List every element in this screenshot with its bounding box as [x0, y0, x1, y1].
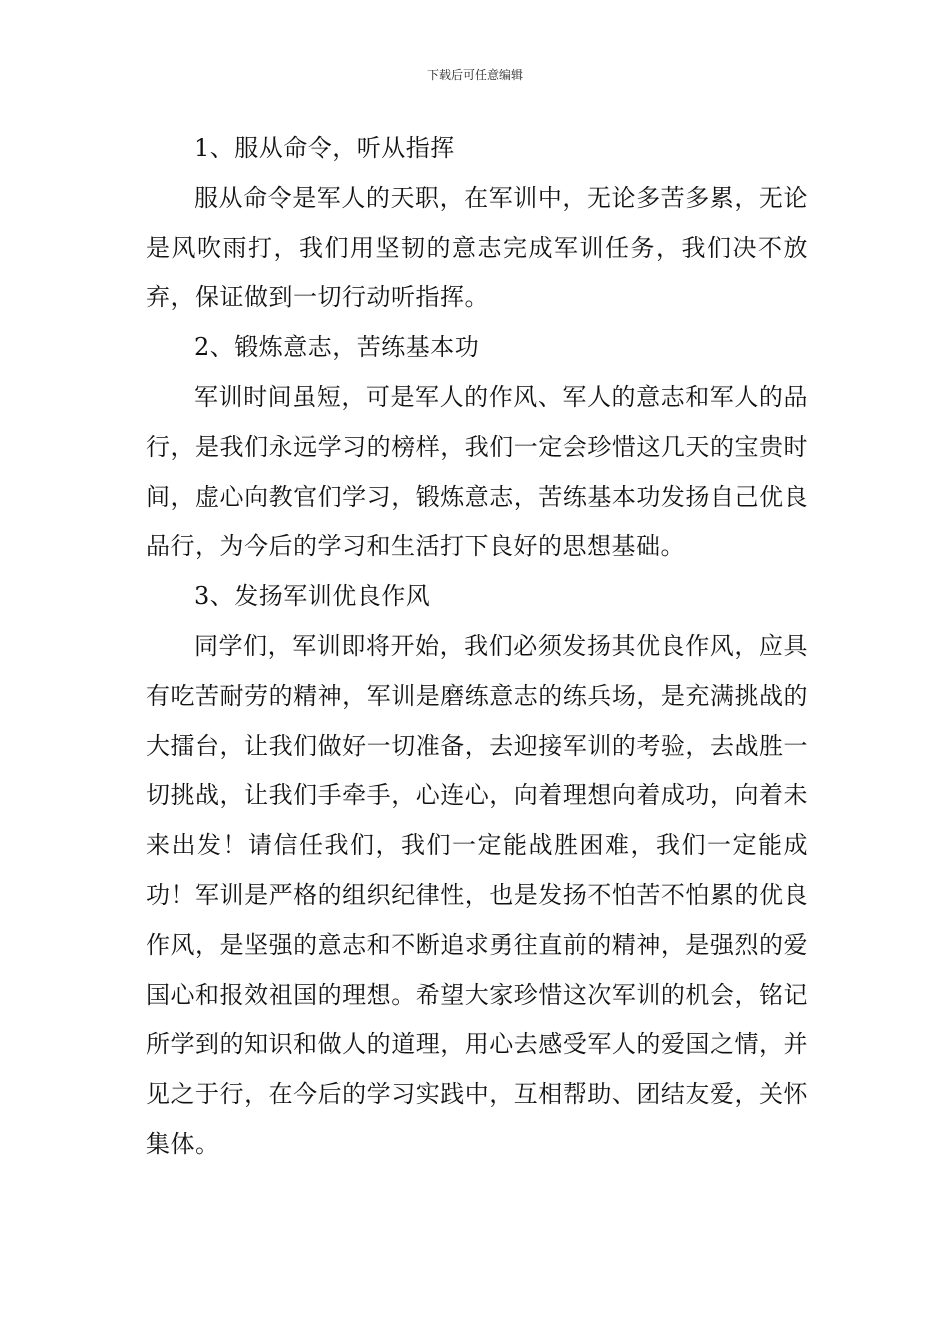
- header-note: 下载后可任意编辑: [426, 68, 523, 82]
- section-heading-2: 2、锻炼意志，苦练基本功: [194, 333, 480, 362]
- body-paragraph-2: 军训时间虽短，可是军人的作风、军人的意志和军人的品行，是我们永远学习的榜样，我们一定会珍惜这几天的宝贵时间，虚心向教官们学习，锻炼意志，苦练基本功发扬自己优良品行，为今后的学习和生活打下良好的思想基础。: [146, 382, 808, 561]
- section-heading-3: 3、发扬军训优良作风: [194, 582, 431, 611]
- body-paragraph-1: 服从命令是军人的天职，在军训中，无论多苦多累，无论是风吹雨打，我们用坚韧的意志完成军训任务，我们决不放弃，保证做到一切行动听指挥。: [146, 183, 808, 312]
- section-heading-1: 1、服从命令，听从指挥: [194, 134, 455, 162]
- document-body: [146, 124, 808, 1170]
- body-paragraph-3: 同学们，军训即将开始，我们必须发扬其优良作风，应具有吃苦耐劳的精神，军训是磨练意志的练兵场，是充满挑战的大擂台，让我们做好一切准备，去迎接军训的考验，去战胜一切挑战，让我们手牵手，心连心，向着理想向着成功，向着未来出发！请信任我们，我们一定能战胜困难，我们一定能成功！军训是严格的组织纪律性，也是发扬不怕苦不怕累的优良作风，是坚强的意志和不断追求勇往直前的精神，是强烈的爱国心和报效祖国的理想。希望大家珍惜这次军训的机会，铭记所学到的知识和做人的道理，用心去感受军人的爱国之情，并见之于行，在今后的学习实践中，互相帮助、团结友爱，关怀集体。: [146, 631, 808, 1158]
